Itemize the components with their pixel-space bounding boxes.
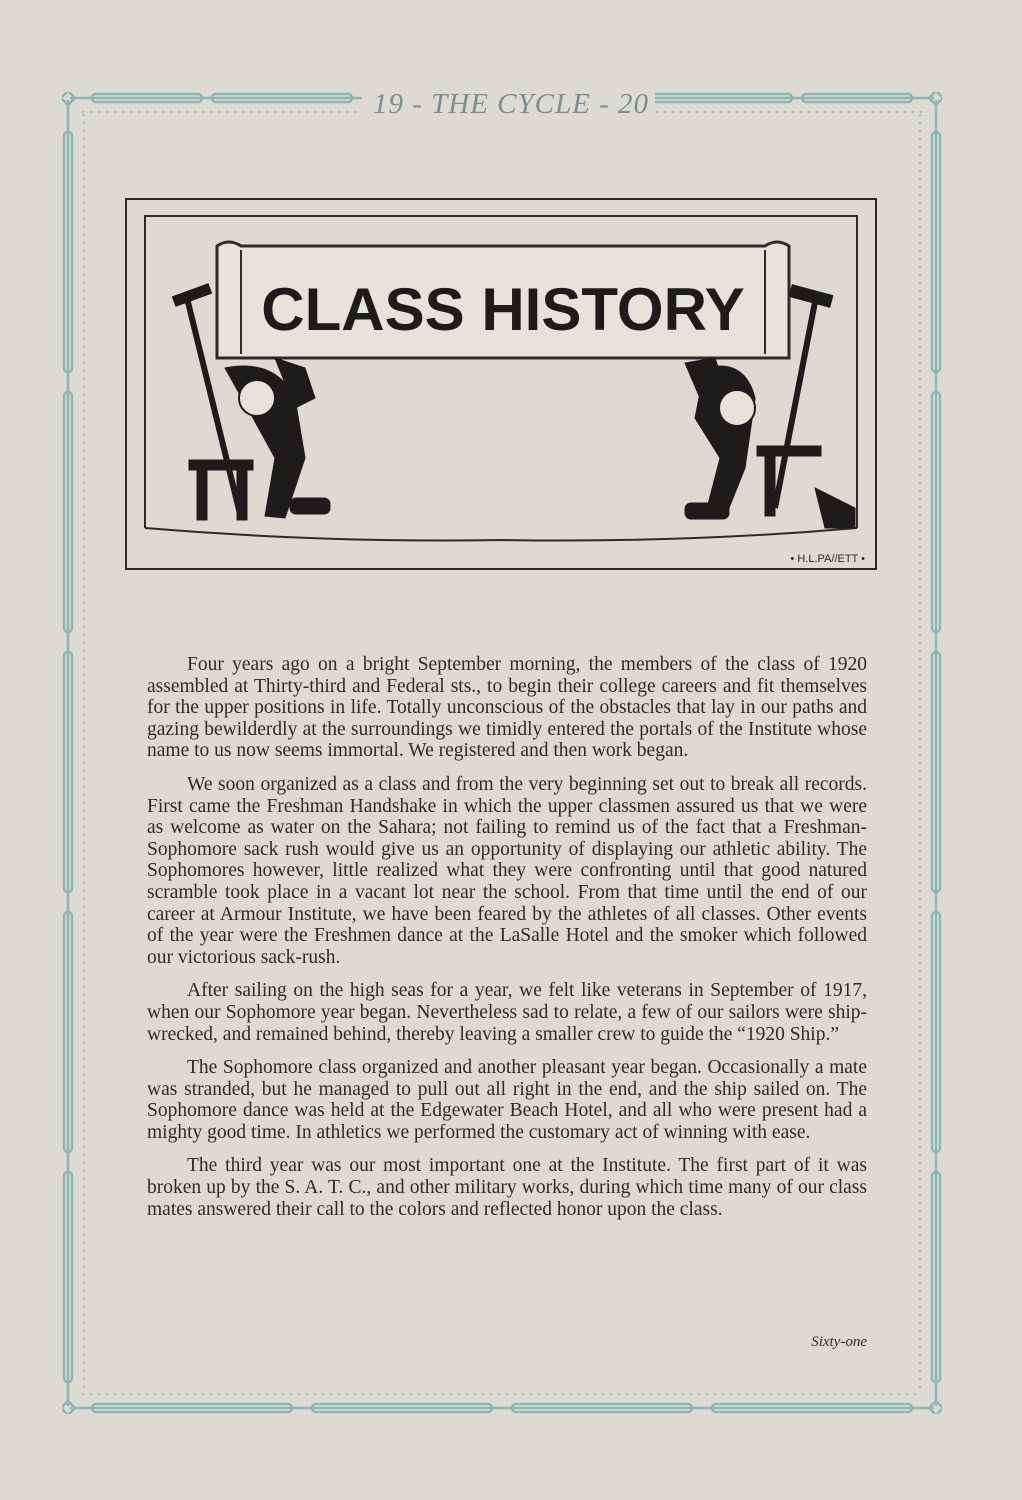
illustration-signature: • H.L.PA//ETT • [790, 553, 865, 565]
banner-text: CLASS HISTORY [261, 276, 745, 343]
page-number: Sixty-one [811, 1334, 867, 1350]
paragraph: Four years ago on a bright September morning, the members of the class of 1920 assembled at Thirty-third and Federal sts., to begin their college careers and fit themselves for the upper positions in life. Totally unconscious of the obstacles that lay in our paths and gazing bewilderdly at the surroundings we timidly entered the portals of the Institute whose name to us now seems immortal. We registered and then work began. [147, 654, 867, 762]
header-title: 19 - THE CYCLE - 20 [367, 88, 655, 120]
paragraph: After sailing on the high seas for a year, we felt like veterans in September of 1917, when our Sophomore year began. Nevertheless sad to relate, a few of our sailors were ship-wrecked, and remained behind, thereby leaving a smaller crew to guide the “1920 Ship.” [147, 980, 867, 1045]
paragraph: The third year was our most important one at the Institute. The first part of it was broken up by the S. A. T. C., and other military works, during which time many of our class mates answered their call to the colors and reflected honor upon the class. [147, 1155, 867, 1220]
class-history-illustration [125, 198, 877, 570]
running-header [0, 88, 1022, 125]
body-text [147, 654, 867, 1232]
paragraph: The Sophomore class organized and another pleasant year began. Occasionally a mate was stranded, but he managed to pull out all right in the end, and the ship sailed on. The Sophomore dance was held at the Edgewater Beach Hotel, and all who were present had a mighty good time. In athletics we performed the customary act of winning with ease. [147, 1057, 867, 1143]
paragraph: We soon organized as a class and from the very beginning set out to break all records. First came the Freshman Handshake in which the upper classmen assured us that we were as welcome as water on the Sahara; not failing to remind us of the fact that a Freshman-Sophomore sack rush would give us an opportunity of displaying our athletic ability. The Sophomores however, little realized what they were confronting until that good natured scramble took place in a vacant lot near the school. From that time until the end of our career at Armour Institute, we have been feared by the athletes of all classes. Other events of the year were the Freshmen dance at the LaSalle Hotel and the smoker which followed our victorious sack-rush. [147, 773, 867, 968]
